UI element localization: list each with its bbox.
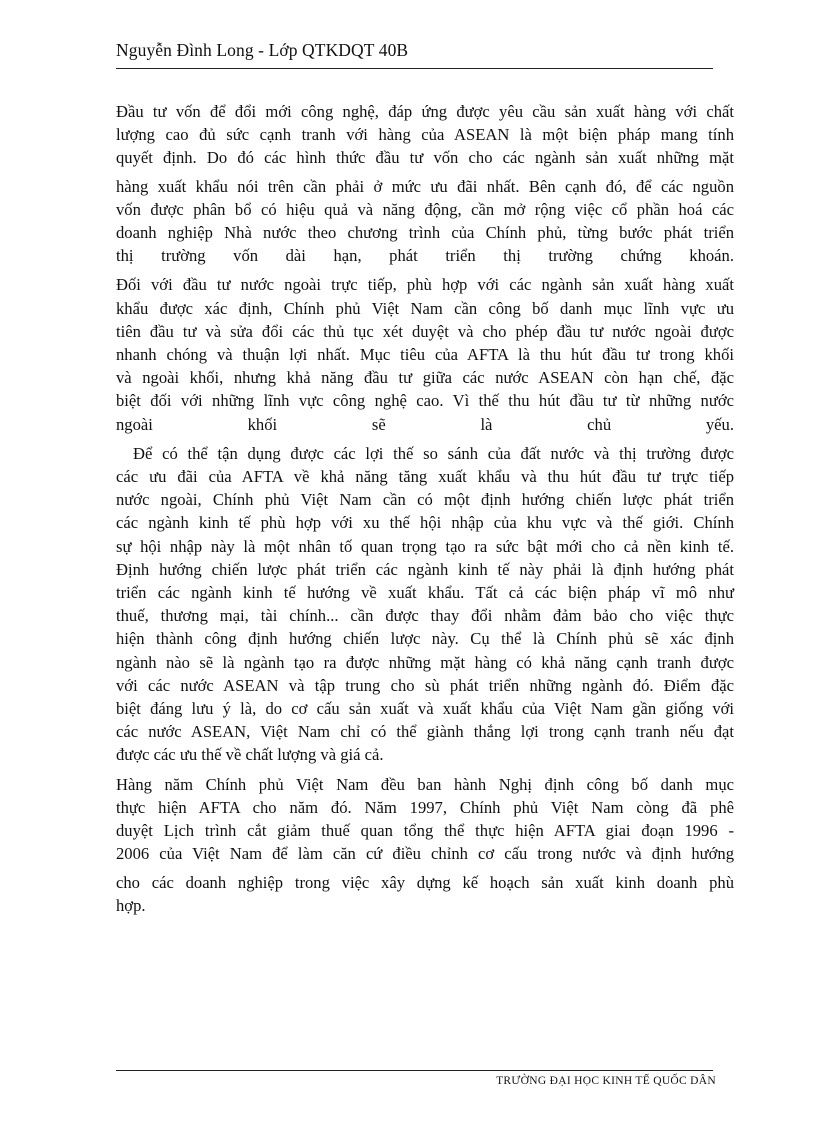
text-line: nước ngoài, Chính phủ Việt Nam cần có một định hướng chiến lược phát triển <box>116 490 734 510</box>
text-line: khẩu được xác định, Chính phủ Việt Nam cần công bố danh mục lĩnh vực ưu <box>116 298 734 318</box>
footer-divider <box>116 1070 713 1071</box>
text-line: duyệt Lịch trình cắt giảm thuế quan tổng thể thực hiện AFTA giai đoạn 1996 - <box>116 821 734 841</box>
text-line: thực hiện AFTA cho năm đó. Năm 1997, Chính phủ Việt Nam còng đã phê <box>116 797 734 817</box>
text-line: thị trường vốn dài hạn, phát triển thị trường chứng khoán. <box>116 246 734 266</box>
text-line: ngoài khối sẽ là chủ yếu. <box>116 414 734 434</box>
paragraph-foreign-direct-investment <box>116 273 734 435</box>
text-line: Định hướng chiến lược phát triển các ngành kinh tế này phải là định hướng phát <box>116 559 734 579</box>
text-line: Đầu tư vốn để đổi mới công nghệ, đáp ứng được yêu cầu sản xuất hàng với chất <box>116 102 734 121</box>
text-line: và ngoài khối, nhưng khả năng đầu tư giữa các nước ASEAN còn hạn chế, đặc <box>116 368 734 388</box>
text-line: biệt đáng lưu ý là, do cơ cấu sản xuất và xuất khẩu của Việt Nam gần giống với <box>116 699 734 719</box>
text-line: quyết định. Do đó các hình thức đầu tư vốn cho các ngành sản xuất những mặt <box>116 148 734 168</box>
text-line: ngành nào sẽ là ngành tạo ra được những mặt hàng có khả năng cạnh tranh được <box>116 652 734 672</box>
text-line: Để có thể tận dụng được các lợi thế so sánh của đất nước và thị trường được <box>133 443 734 463</box>
text-line: hợp. <box>116 895 146 915</box>
text-line: các ưu đãi của AFTA về khả năng tăng xuất khẩu và thu hút đầu tư trực tiếp <box>116 467 734 487</box>
text-line: biệt đối với những lĩnh vực công nghệ cao. Vì thế thu hút đầu tư từ những nước <box>116 391 734 411</box>
text-line: cho các doanh nghiệp trong việc xây dựng kế hoạch sản xuất kinh doanh phù <box>116 872 734 892</box>
text-line: với các nước ASEAN và tập trung cho sù phát triển những ngành đó. Điểm đặc <box>116 675 734 695</box>
text-line: 2006 của Việt Nam để làm căn cứ điều chỉnh cơ cấu trong nước và định hướng <box>116 844 734 864</box>
text-line: sự hội nhập này là một nhân tố quan trọng tạo ra sức bật mới cho cả nền kinh tế. <box>116 536 734 556</box>
paragraph-strategic-orientation <box>116 442 734 767</box>
page-footer: TRƯỜNG ĐẠI HỌC KINH TẾ QUỐC DÂN <box>496 1075 716 1087</box>
text-line: vốn được phân bổ có hiệu quả và năng động, cần mở rộng việc cổ phần hoá các <box>116 199 734 219</box>
header-divider <box>116 68 713 69</box>
text-line: hàng xuất khẩu nói trên cần phải ở mức ưu đãi nhất. Bên cạnh đó, để các nguồn <box>116 176 734 196</box>
text-line: lượng cao đủ sức cạnh tranh với hàng của ASEAN là một biện pháp mang tính <box>116 125 734 145</box>
paragraph-investment-capital <box>116 100 734 267</box>
text-line: hiện thành công định hướng chiến lược này. Cụ thể là Chính phủ sẽ xác định <box>116 629 734 649</box>
text-line: các nước ASEAN, Việt Nam chỉ có thể giành thắng lợi trong cạnh tranh nếu đạt <box>116 722 734 742</box>
text-line: được các ưu thế về chất lượng và giá cả. <box>116 745 384 765</box>
paragraph-annual-decree <box>116 773 734 917</box>
text-line: các ngành kinh tế phù hợp với xu thế hội nhập của khu vực và thế giới. Chính <box>116 513 734 533</box>
text-line: nhanh chóng và thuận lợi nhất. Mục tiêu của AFTA là thu hút đầu tư trong khối <box>116 345 734 365</box>
page-header: Nguyễn Đình Long - Lớp QTKDQT 40B <box>116 40 409 60</box>
text-line: triển các ngành kinh tế hướng về xuất khẩu. Tất cả các biện pháp vĩ mô như <box>116 583 734 603</box>
text-line: tiên đầu tư và sửa đổi các thủ tục xét duyệt và cho phép đầu tư nước ngoài được <box>116 321 734 341</box>
document-body <box>116 100 734 923</box>
text-line: Đối với đầu tư nước ngoài trực tiếp, phù hợp với các ngành sản xuất hàng xuất <box>116 275 734 295</box>
text-line: thuế, thương mại, tài chính... cần được thay đổi nhằm đảm bảo cho việc thực <box>116 606 734 626</box>
text-line: Hàng năm Chính phủ Việt Nam đều ban hành Nghị định công bố danh mục <box>116 774 734 794</box>
text-line: doanh nghiệp Nhà nước theo chương trình của Chính phủ, từng bước phát triển <box>116 223 734 243</box>
